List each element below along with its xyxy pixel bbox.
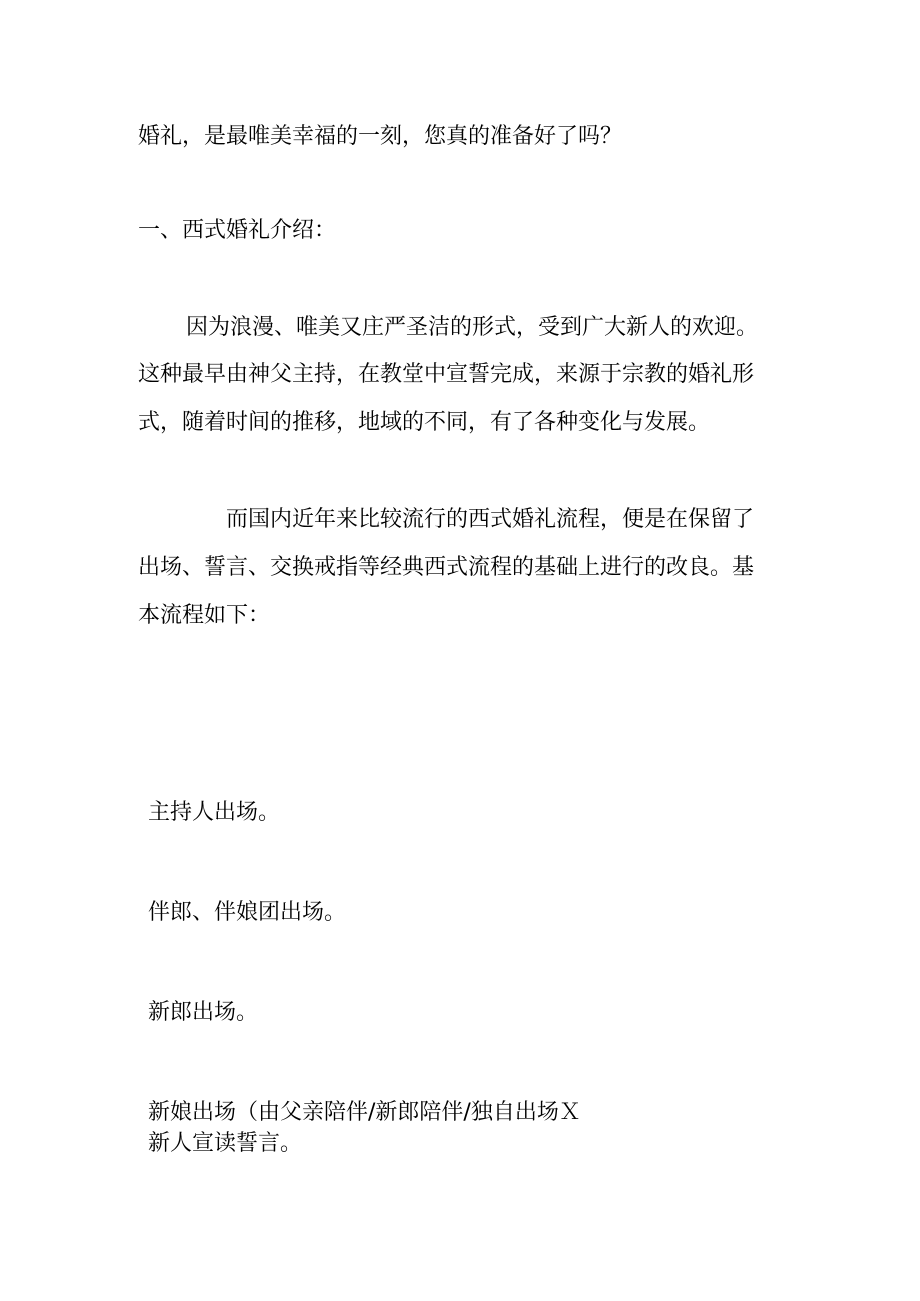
paragraph-line: 出场、誓言、交换戒指等经典西式流程的基础上进行的改良。基 bbox=[138, 555, 755, 580]
process-step: 新人宣读誓言。 bbox=[148, 1131, 303, 1156]
paragraph-line: 这种最早由神父主持，在教堂中宣誓完成，来源于宗教的婚礼形 bbox=[138, 362, 755, 387]
intro-line: 婚礼，是最唯美幸福的一刻，您真的准备好了吗？ bbox=[138, 124, 623, 149]
paragraph-line: 而国内近年来比较流行的西式婚礼流程，便是在保留了 bbox=[226, 507, 755, 532]
paragraph-line: 本流程如下： bbox=[138, 603, 271, 628]
process-step: 伴郎、伴娘团出场。 bbox=[148, 900, 347, 925]
process-step: 主持人出场。 bbox=[148, 800, 281, 825]
paragraph-line: 因为浪漫、唯美又庄严圣洁的形式，受到广大新人的欢迎。 bbox=[186, 315, 759, 340]
process-step: 新郎出场。 bbox=[148, 1000, 259, 1025]
section-heading: 一、西式婚礼介绍： bbox=[138, 218, 337, 243]
process-step: 新娘出场（由父亲陪伴/新郎陪伴/独自出场Ｘ bbox=[148, 1100, 581, 1125]
paragraph-line: 式，随着时间的推移，地域的不同，有了各种变化与发展。 bbox=[138, 410, 711, 435]
